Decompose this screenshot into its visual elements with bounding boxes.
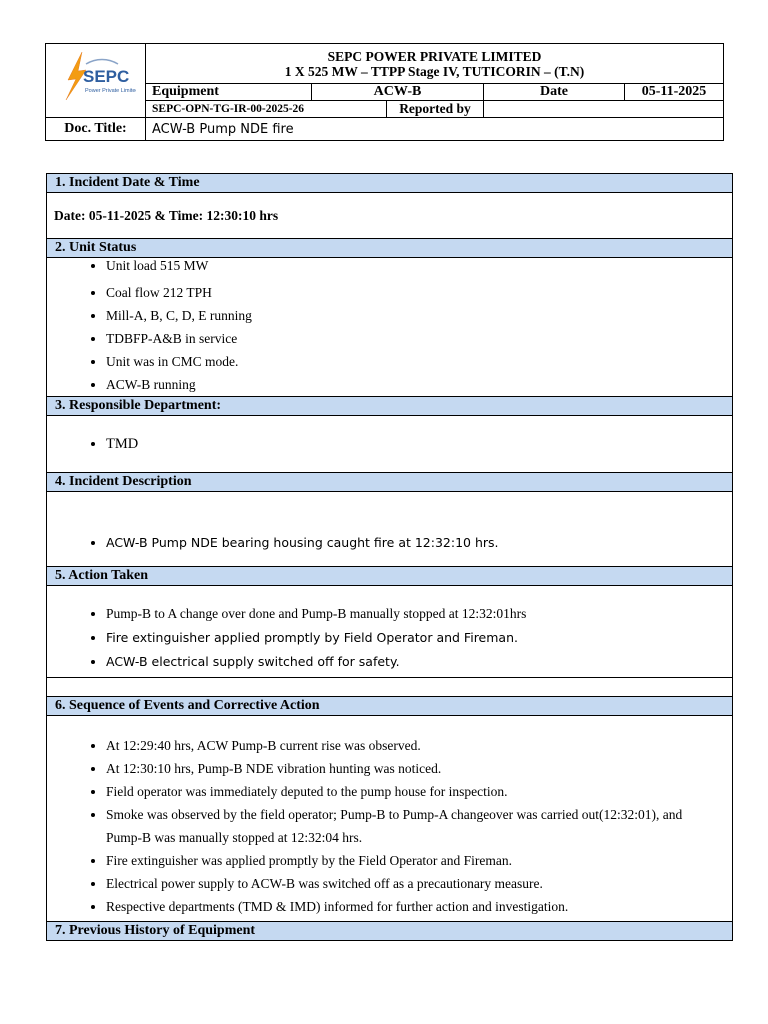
incident-description-cell <box>47 492 733 567</box>
section-7-heading: 7. Previous History of Equipment <box>47 922 733 941</box>
document-header <box>45 43 724 141</box>
date-value: 05-11-2025 <box>625 84 724 101</box>
action-taken-list <box>53 602 726 674</box>
action-taken-cell <box>47 586 733 678</box>
list-item: • Fire extinguisher applied promptly by Field Operator and Fireman. <box>106 626 726 650</box>
list-item: • Unit load 515 MW <box>106 258 726 273</box>
section-3-heading: 3. Responsible Department: <box>47 397 733 416</box>
list-item: • Mill-A, B, C, D, E running <box>106 304 726 327</box>
section-5-heading: 5. Action Taken <box>47 567 733 586</box>
section-4-heading: 4. Incident Description <box>47 473 733 492</box>
list-item: • Coal flow 212 TPH <box>106 281 726 304</box>
incident-report-table <box>46 173 733 941</box>
sequence-of-events-cell <box>47 716 733 922</box>
logo-cell <box>46 44 146 118</box>
list-item: • ACW-B electrical supply switched off for safety. <box>106 650 726 674</box>
list-item: • Pump-B to A change over done and Pump-B manually stopped at 12:32:01hrs <box>106 602 726 626</box>
responsible-department-cell <box>47 416 733 473</box>
company-block <box>146 44 724 84</box>
reported-by-value <box>484 101 724 118</box>
logo-subtext: Power Private Limited <box>84 88 136 94</box>
incident-description-list <box>53 531 726 554</box>
reported-by-label: Reported by <box>387 101 484 118</box>
list-item: • Electrical power supply to ACW-B was switched off as a precautionary measure. <box>106 872 712 895</box>
list-item: • At 12:29:40 hrs, ACW Pump-B current rise was observed. <box>106 734 712 757</box>
date-label: Date <box>484 84 625 101</box>
blank-row <box>47 678 733 697</box>
sequence-of-events-list <box>53 734 712 918</box>
equipment-value: ACW-B <box>312 84 484 101</box>
list-item: • Field operator was immediately deputed to the pump house for inspection. <box>106 780 712 803</box>
section-1-heading: 1. Incident Date & Time <box>47 174 733 193</box>
incident-date-time: Date: 05-11-2025 & Time: 12:30:10 hrs <box>47 193 733 239</box>
list-item: • Unit was in CMC mode. <box>106 350 726 373</box>
sepc-logo-icon <box>56 50 136 106</box>
section-6-heading: 6. Sequence of Events and Corrective Action <box>47 697 733 716</box>
doc-title-label: Doc. Title: <box>46 118 146 141</box>
company-name: SEPC POWER PRIVATE LIMITED <box>327 48 542 64</box>
plant-name: 1 X 525 MW – TTPP Stage IV, TUTICORIN – (T.N) <box>284 63 585 79</box>
list-item: • Fire extinguisher was applied promptly by the Field Operator and Fireman. <box>106 849 712 872</box>
logo-text: SEPC <box>82 67 129 86</box>
doc-title-value: ACW-B Pump NDE fire <box>146 118 724 141</box>
department-list <box>53 433 726 456</box>
unit-status-list <box>53 258 726 396</box>
document-number: SEPC-OPN-TG-IR-00-2025-26 <box>146 101 387 118</box>
list-item: • TDBFP-A&B in service <box>106 327 726 350</box>
equipment-label: Equipment <box>146 84 312 101</box>
list-item: • ACW-B Pump NDE bearing housing caught fire at 12:32:10 hrs. <box>106 531 726 554</box>
list-item: • Respective departments (TMD & IMD) informed for further action and investigation. <box>106 895 712 918</box>
unit-status-cell <box>47 258 733 397</box>
list-item: • Smoke was observed by the field operator; Pump-B to Pump-A changeover was carried out(12:32:01), and Pump-B was manually stopped at 12:32:04 hrs. <box>106 803 712 849</box>
list-item: • TMD <box>106 433 726 456</box>
list-item: • At 12:30:10 hrs, Pump-B NDE vibration hunting was noticed. <box>106 757 712 780</box>
section-2-heading: 2. Unit Status <box>47 239 733 258</box>
list-item: • ACW-B running <box>106 373 726 396</box>
